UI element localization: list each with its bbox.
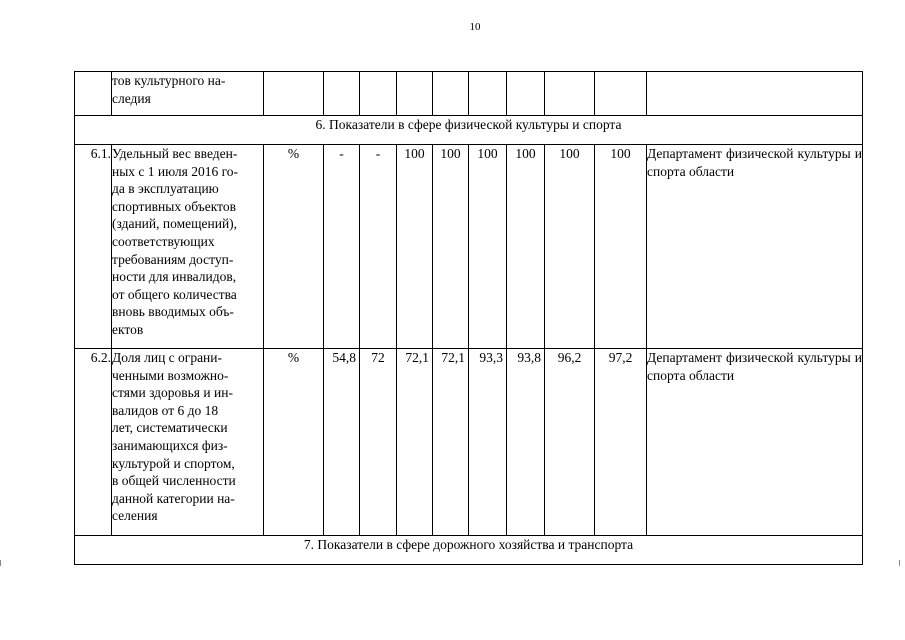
page-number: 10 [469, 21, 481, 33]
cell-value [545, 72, 595, 116]
cell-value: 93,8 [507, 349, 545, 536]
name-line: следия [112, 90, 151, 106]
indicators-table [74, 71, 863, 565]
cell-value [360, 72, 397, 116]
name-line: ектов [112, 321, 144, 337]
name-line: занимающихся физ- [112, 437, 228, 453]
cell-value: 97,2 [595, 349, 647, 536]
cell-num: 6.2. [75, 349, 112, 536]
cell-name [112, 349, 264, 536]
section-title: 7. Показатели в сфере дорожного хозяйства и транспорта [75, 536, 863, 565]
name-line: тов культурного на- [112, 73, 226, 88]
cell-value: 100 [469, 145, 507, 349]
cell-num [75, 72, 112, 116]
cell-responsible: Департамент физической культуры и спорта области [647, 145, 863, 349]
name-line: культурой и спортом, [112, 455, 235, 471]
cell-name [112, 145, 264, 349]
cell-value: 100 [433, 145, 469, 349]
name-line: ных с 1 июля 2016 го- [112, 163, 239, 179]
cell-value [433, 72, 469, 116]
cell-name [112, 72, 264, 116]
table-row [75, 145, 863, 349]
name-line: лет, систематически [112, 420, 228, 436]
section-row [75, 116, 863, 145]
name-line: вновь вводимых объ- [112, 304, 234, 320]
section-row [75, 536, 863, 565]
name-line: от общего количества [112, 286, 237, 302]
scan-margin-mark [0, 560, 5, 566]
name-line: да в эксплуатацию [112, 181, 219, 197]
name-line: спортивных объектов [112, 198, 236, 214]
cell-value [507, 72, 545, 116]
cell-value [595, 72, 647, 116]
cell-value: - [324, 145, 360, 349]
name-line: Доля лиц с ограни- [112, 350, 223, 365]
cell-value [469, 72, 507, 116]
cell-value [324, 72, 360, 116]
cell-num: 6.1. [75, 145, 112, 349]
table-row [75, 349, 863, 536]
name-line: валидов от 6 до 18 [112, 402, 219, 418]
cell-unit: % [264, 145, 324, 349]
name-line: стями здоровья и ин- [112, 385, 233, 401]
name-line: селения [112, 508, 158, 524]
name-line: (зданий, помещений), [112, 216, 238, 232]
cell-value: 96,2 [545, 349, 595, 536]
cell-value: 93,3 [469, 349, 507, 536]
cell-value: 54,8 [324, 349, 360, 536]
cell-unit: % [264, 349, 324, 536]
name-line: данной категории на- [112, 490, 235, 506]
table-row-continued [75, 72, 863, 116]
cell-value: 72,1 [397, 349, 433, 536]
cell-value [397, 72, 433, 116]
scan-margin-mark [899, 560, 904, 566]
cell-value: - [360, 145, 397, 349]
cell-unit [264, 72, 324, 116]
cell-value: 72 [360, 349, 397, 536]
cell-value: 100 [397, 145, 433, 349]
cell-responsible: Департамент физической культуры и спорта области [647, 349, 863, 536]
name-line: требованиям доступ- [112, 251, 234, 267]
cell-responsible [647, 72, 863, 116]
name-line: Удельный вес введен- [112, 146, 238, 161]
cell-value: 72,1 [433, 349, 469, 536]
cell-value: 100 [595, 145, 647, 349]
name-line: ченными возможно- [112, 367, 229, 383]
name-line: соответствующих [112, 233, 215, 249]
name-line: в общей численности [112, 473, 236, 489]
section-title: 6. Показатели в сфере физической культуры и спорта [75, 116, 863, 145]
name-line: ности для инвалидов, [112, 269, 237, 285]
cell-value: 100 [545, 145, 595, 349]
cell-value: 100 [507, 145, 545, 349]
